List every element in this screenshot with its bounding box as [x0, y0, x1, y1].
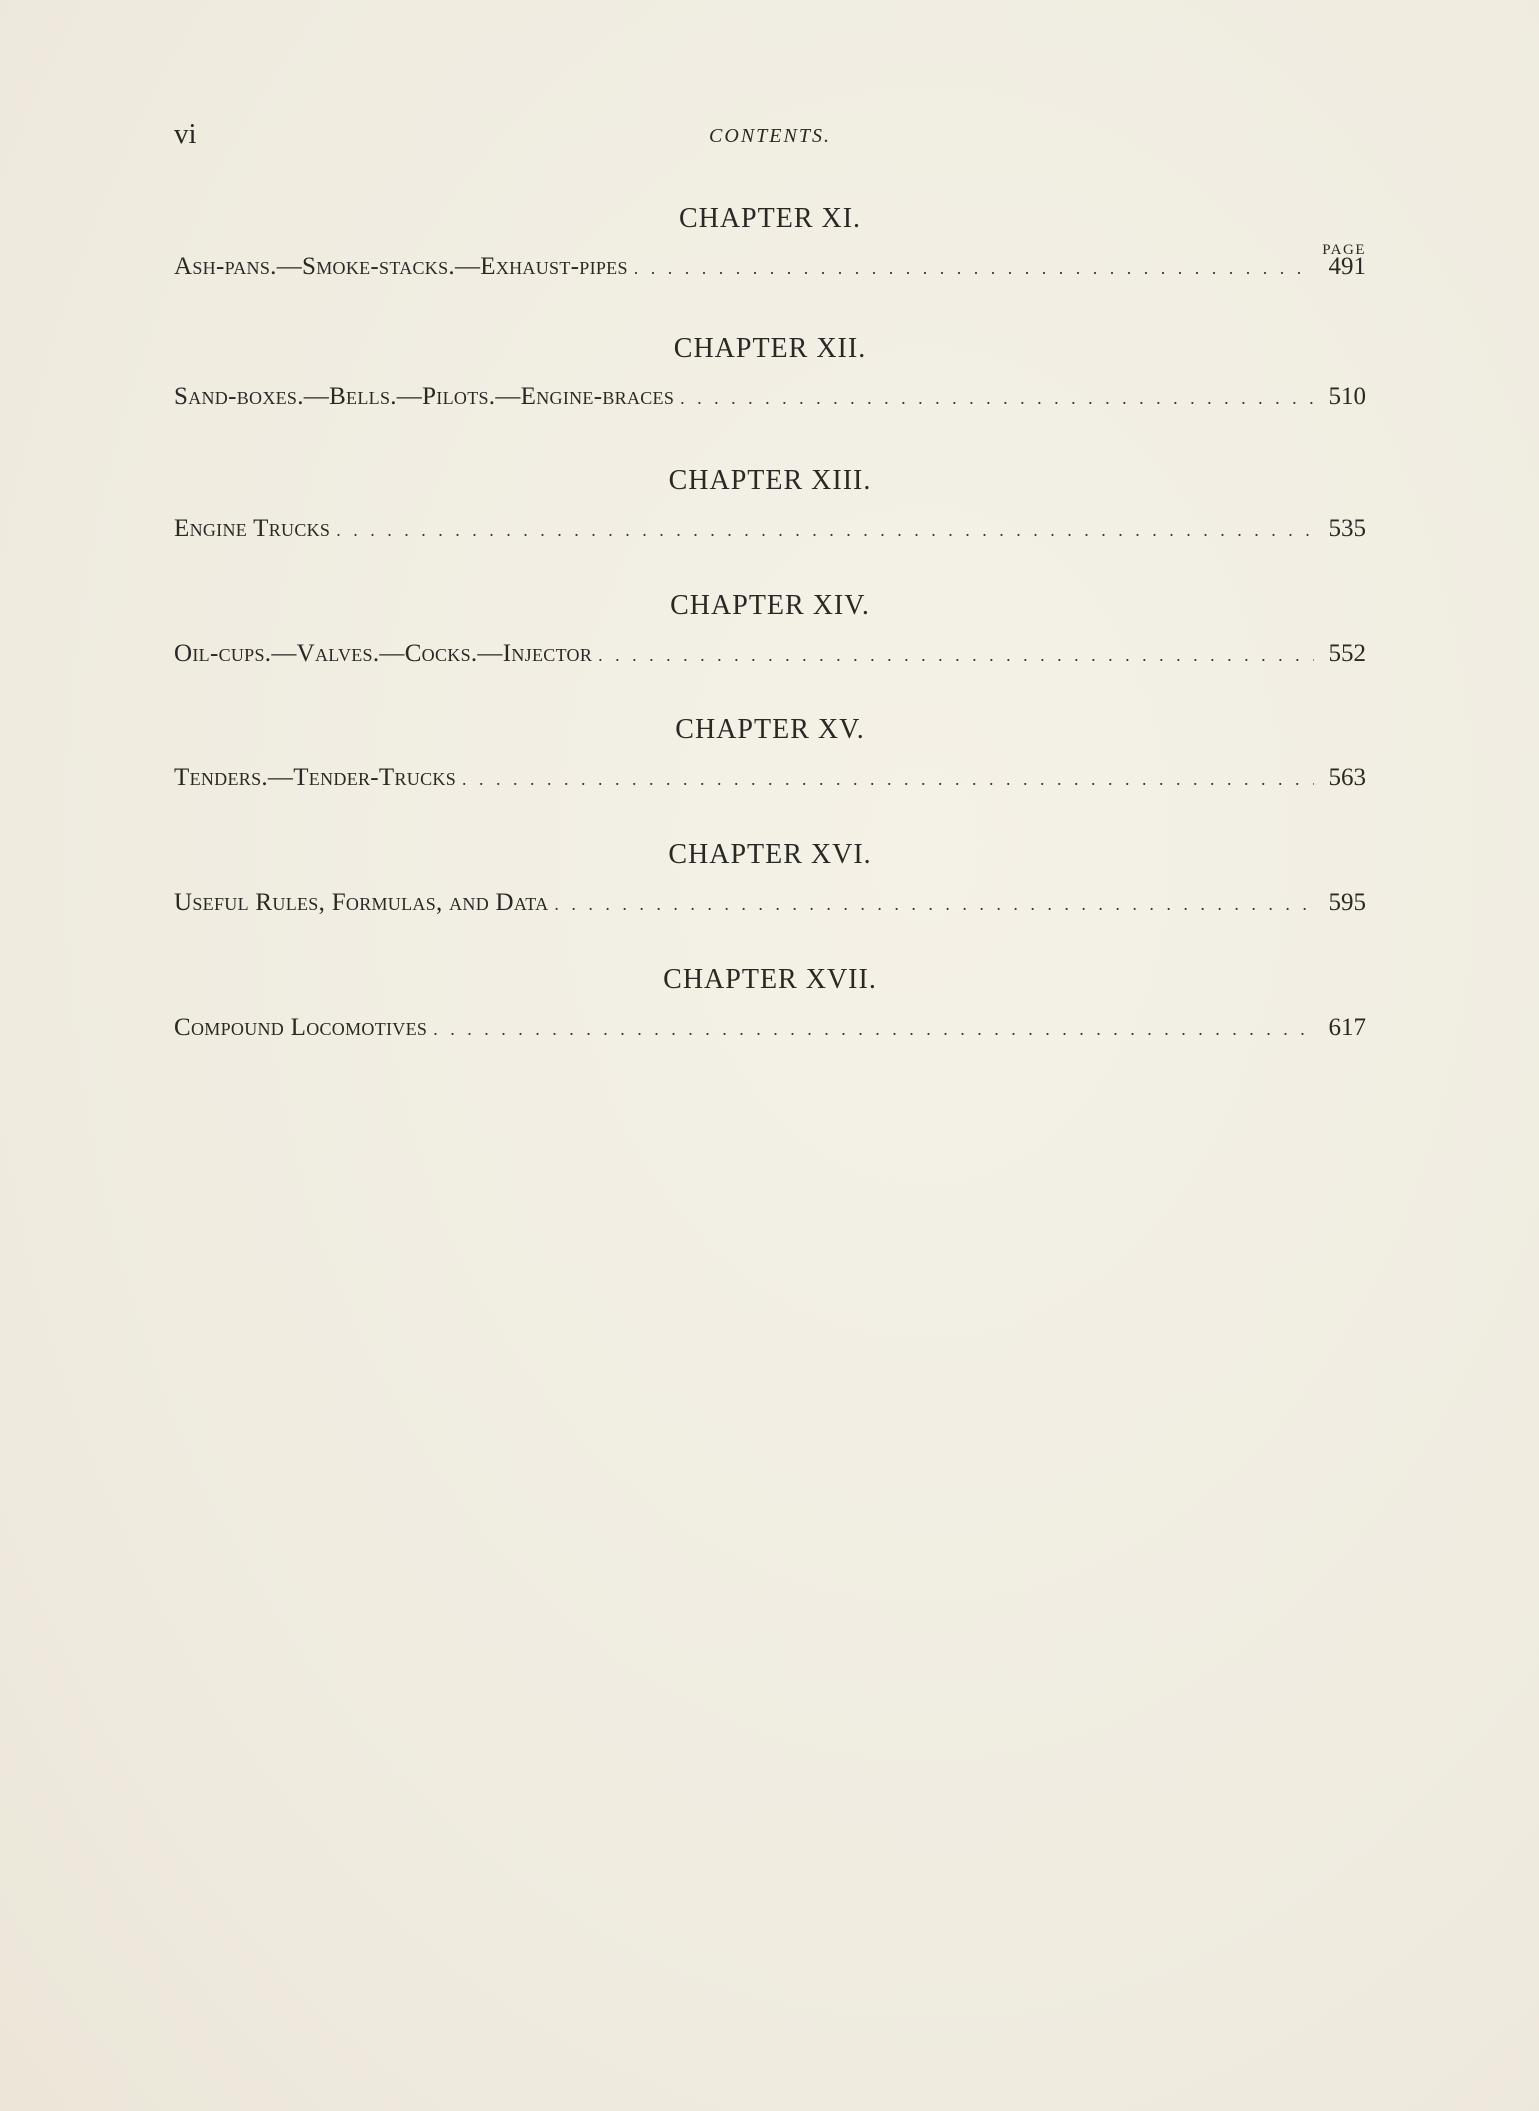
toc-entry-title: Tenders.—Tender-Trucks [174, 764, 457, 791]
toc-entry-title: Useful Rules, Formulas, and Data [174, 889, 549, 916]
dot-leader [634, 253, 1314, 283]
chapter-xvii [174, 963, 1366, 1044]
toc-entry-page: 510 [1328, 383, 1366, 410]
page-number: vi [174, 118, 197, 150]
chapter-xiv [174, 589, 1366, 670]
toc-entry [174, 1013, 1366, 1044]
chapter-title: CHAPTER XII. [673, 333, 867, 364]
dot-leader [680, 383, 1314, 413]
toc-entry-page: 617 [1328, 1014, 1366, 1041]
dot-leader [462, 764, 1314, 794]
toc-entry-title: Sand-boxes.—Bells.—Pilots.—Engine-braces [174, 383, 675, 410]
toc-entry-page: 595 [1328, 889, 1366, 916]
chapter-xii [174, 332, 1366, 413]
dot-leader [554, 889, 1314, 919]
chapter-title: CHAPTER XIII. [668, 465, 872, 496]
chapter-title: CHAPTER XV. [675, 714, 865, 745]
toc-entry [174, 639, 1366, 670]
chapter-xvi [174, 838, 1366, 919]
chapter-xi [174, 202, 1366, 283]
running-head: CONTENTS. [709, 125, 831, 147]
dot-leader [336, 515, 1314, 545]
toc-entry-title: Oil-cups.—Valves.—Cocks.—Injector [174, 640, 593, 667]
chapter-xv [174, 713, 1366, 794]
chapter-title: CHAPTER XVII. [663, 964, 877, 995]
toc-entry-page: 535 [1328, 515, 1366, 542]
page-header [174, 118, 1366, 158]
toc-entry-title: Compound Locomotives [174, 1014, 428, 1041]
toc-entry [174, 382, 1366, 413]
dot-leader [598, 640, 1314, 670]
dot-leader [433, 1014, 1314, 1044]
toc-entry-page: 552 [1328, 640, 1366, 667]
chapter-title: CHAPTER XIV. [670, 590, 870, 621]
chapter-title: CHAPTER XVI. [668, 839, 872, 870]
toc-entry-title: Ash-pans.—Smoke-stacks.—Exhaust-pipes [174, 253, 628, 280]
chapter-title: CHAPTER XI. [678, 203, 862, 234]
toc-entry-page: 491 [1328, 253, 1366, 280]
toc-entry [174, 514, 1366, 545]
toc-entry [174, 763, 1366, 794]
toc-entry [174, 888, 1366, 919]
page-column-label: PAGE [1322, 242, 1366, 258]
toc-entry-title: Engine Trucks [174, 515, 331, 542]
toc-entry [174, 252, 1366, 283]
chapter-xiii [174, 464, 1366, 545]
toc-entry-page: 563 [1328, 764, 1366, 791]
